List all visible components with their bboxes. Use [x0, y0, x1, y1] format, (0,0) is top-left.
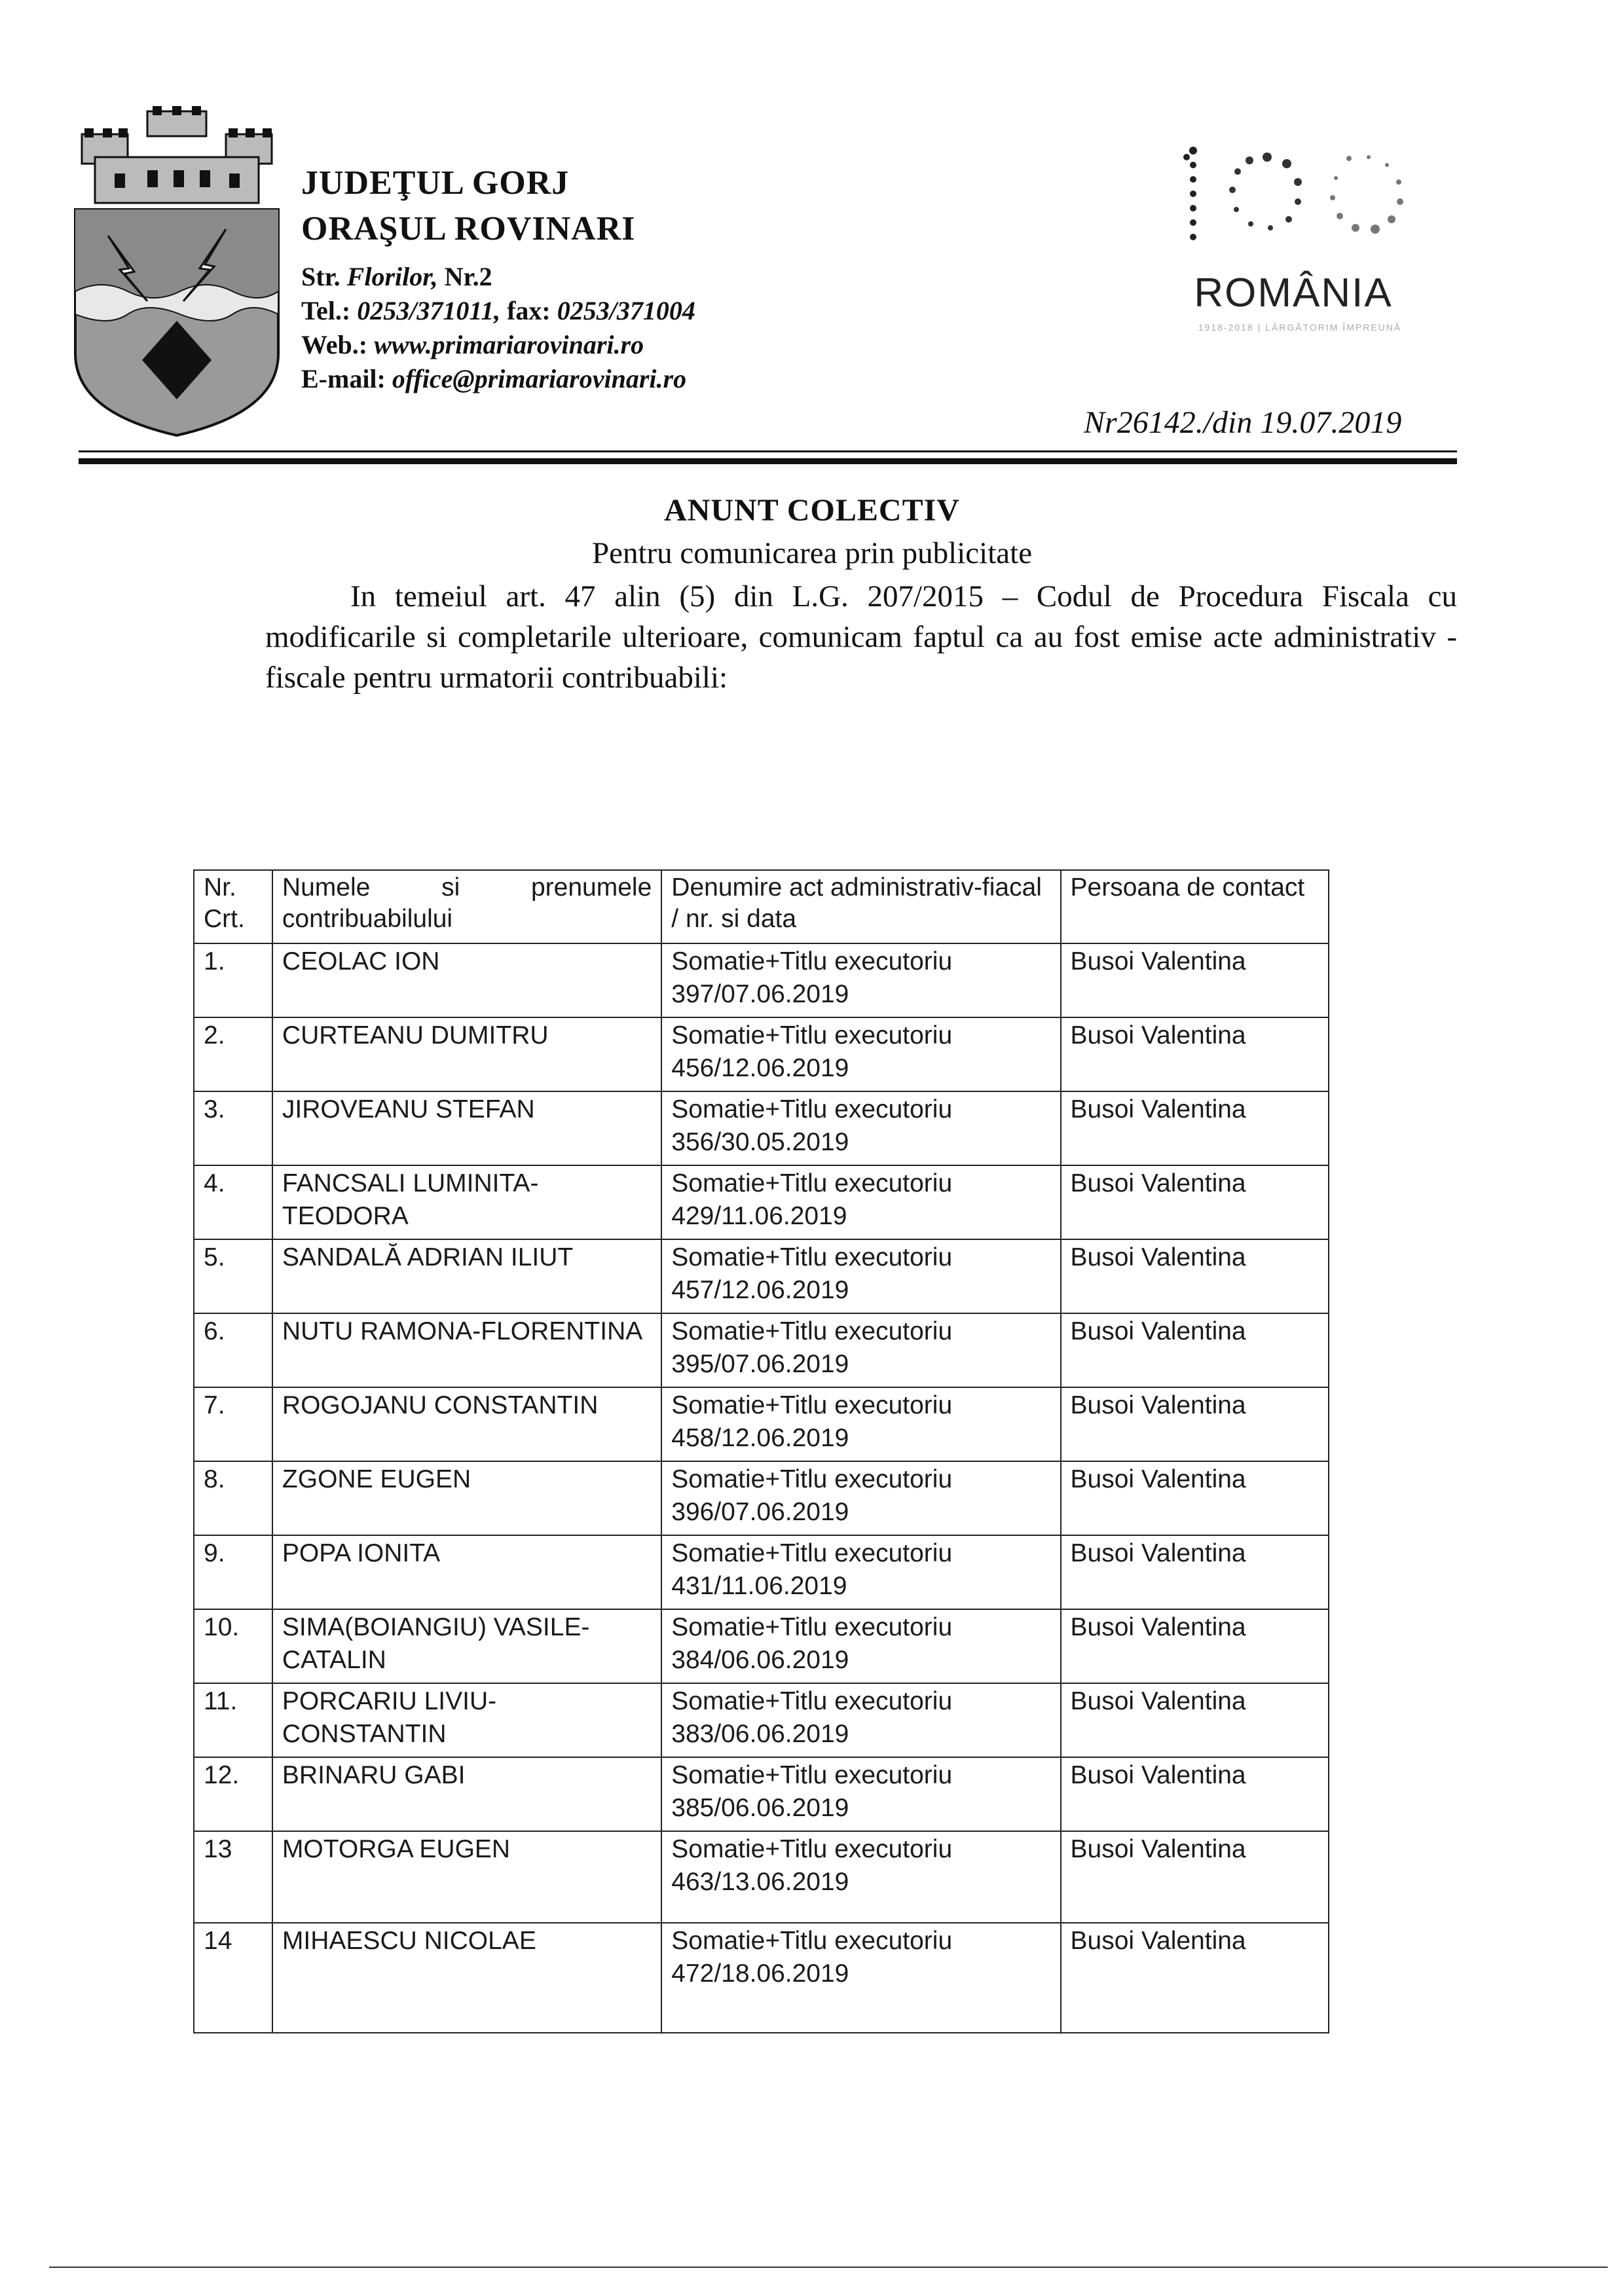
table-row: [194, 1165, 1329, 1239]
header-nr: Nr. Crt.: [194, 870, 272, 943]
table-row: [194, 1091, 1329, 1165]
address-line: Str. Florilor, Nr.2: [301, 262, 492, 291]
cell-contact: Busoi Valentina: [1061, 1831, 1329, 1923]
cell-nr: 5.: [194, 1239, 272, 1313]
cell-name: FANCSALI LUMINITA-TEODORA: [272, 1165, 661, 1239]
cell-nr: 10.: [194, 1609, 272, 1683]
cell-nr: 13: [194, 1831, 272, 1923]
phone-line: Tel.: 0253/371011, fax: 0253/371004: [301, 296, 695, 325]
cell-contact: Busoi Valentina: [1061, 943, 1329, 1017]
website-link[interactable]: www.primariarovinari.ro: [374, 330, 644, 359]
footer-divider: [49, 2267, 1608, 2268]
cell-act: Somatie+Titlu executoriu 356/30.05.2019: [661, 1091, 1060, 1165]
table-row: [194, 943, 1329, 1017]
cell-nr: 7.: [194, 1387, 272, 1461]
centenary-subtitle: 1918-2018 | LĂRGĂTORIM ÎMPREUNĂ: [1198, 322, 1402, 333]
cell-nr: 9.: [194, 1535, 272, 1609]
cell-nr: 1.: [194, 943, 272, 1017]
body-paragraph: In temeiul art. 47 alin (5) din L.G. 207/2015 – Codul de Procedura Fiscala cu modificarile si completarile ulterioare, comunicam faptul ca au fost emise acte administrativ - fiscale pentru urmatorii contribuabili:: [265, 579, 1457, 695]
table-row: [194, 1535, 1329, 1609]
cell-contact: Busoi Valentina: [1061, 1923, 1329, 2033]
cell-contact: Busoi Valentina: [1061, 1757, 1329, 1831]
table-row: [194, 1239, 1329, 1313]
cell-name: CURTEANU DUMITRU: [272, 1017, 661, 1091]
cell-contact: Busoi Valentina: [1061, 1313, 1329, 1387]
cell-act: Somatie+Titlu executoriu 458/12.06.2019: [661, 1387, 1060, 1461]
taxpayers-table: [193, 869, 1329, 2033]
table-row: [194, 1461, 1329, 1535]
cell-nr: 6.: [194, 1313, 272, 1387]
announcement-body: [265, 576, 1457, 698]
web-line: Web.: www.primariarovinari.ro: [301, 330, 644, 359]
header-name: Numele si prenumele contribuabilului: [272, 870, 661, 943]
cell-name: SANDALĂ ADRIAN ILIUT: [272, 1239, 661, 1313]
cell-name: MOTORGA EUGEN: [272, 1831, 661, 1923]
cell-name: ZGONE EUGEN: [272, 1461, 661, 1535]
cell-act: Somatie+Titlu executoriu 385/06.06.2019: [661, 1757, 1060, 1831]
cell-act: Somatie+Titlu executoriu 395/07.06.2019: [661, 1313, 1060, 1387]
table-row: [194, 1017, 1329, 1091]
romania-centenary-logo: [1153, 124, 1434, 340]
email-line: E-mail: office@primariarovinari.ro: [301, 364, 687, 393]
cell-act: Somatie+Titlu executoriu 431/11.06.2019: [661, 1535, 1060, 1609]
cell-name: SIMA(BOIANGIU) VASILE-CATALIN: [272, 1609, 661, 1683]
cell-name: NUTU RAMONA-FLORENTINA: [272, 1313, 661, 1387]
cell-name: PORCARIU LIVIU-CONSTANTIN: [272, 1683, 661, 1757]
cell-act: Somatie+Titlu executoriu 456/12.06.2019: [661, 1017, 1060, 1091]
table-header-row: [194, 870, 1329, 943]
cell-contact: Busoi Valentina: [1061, 1609, 1329, 1683]
cell-nr: 2.: [194, 1017, 272, 1091]
cell-nr: 11.: [194, 1683, 272, 1757]
cell-act: Somatie+Titlu executoriu 472/18.06.2019: [661, 1923, 1060, 2033]
announcement-title: ANUNT COLECTIV: [664, 493, 960, 528]
header-divider-thick: [79, 458, 1457, 464]
cell-contact: Busoi Valentina: [1061, 1017, 1329, 1091]
header-divider-thin: [79, 450, 1457, 452]
cell-nr: 8.: [194, 1461, 272, 1535]
document-number: Nr26142./din 19.07.2019: [1084, 405, 1402, 440]
cell-contact: Busoi Valentina: [1061, 1535, 1329, 1609]
cell-nr: 3.: [194, 1091, 272, 1165]
header-act: Denumire act administrativ-fiacal / nr. si data: [661, 870, 1060, 943]
announcement-subtitle: Pentru comunicarea prin publicitate: [591, 536, 1033, 570]
cell-nr: 12.: [194, 1757, 272, 1831]
cell-contact: Busoi Valentina: [1061, 1461, 1329, 1535]
cell-name: JIROVEANU STEFAN: [272, 1091, 661, 1165]
cell-name: MIHAESCU NICOLAE: [272, 1923, 661, 2033]
cell-contact: Busoi Valentina: [1061, 1165, 1329, 1239]
table-row: [194, 1757, 1329, 1831]
cell-nr: 4.: [194, 1165, 272, 1239]
cell-act: Somatie+Titlu executoriu 429/11.06.2019: [661, 1165, 1060, 1239]
cell-name: POPA IONITA: [272, 1535, 661, 1609]
email-link[interactable]: office@primariarovinari.ro: [392, 364, 687, 393]
cell-act: Somatie+Titlu executoriu 463/13.06.2019: [661, 1831, 1060, 1923]
county-name: JUDEŢUL GORJ: [301, 164, 570, 202]
cell-act: Somatie+Titlu executoriu 384/06.06.2019: [661, 1609, 1060, 1683]
table-row: [194, 1683, 1329, 1757]
cell-name: ROGOJANU CONSTANTIN: [272, 1387, 661, 1461]
centenary-word: ROMÂNIA: [1194, 270, 1393, 316]
header-contact: Persoana de contact: [1061, 870, 1329, 943]
table-row: [194, 1609, 1329, 1683]
cell-name: BRINARU GABI: [272, 1757, 661, 1831]
cell-contact: Busoi Valentina: [1061, 1387, 1329, 1461]
cell-act: Somatie+Titlu executoriu 397/07.06.2019: [661, 943, 1060, 1017]
cell-act: Somatie+Titlu executoriu 383/06.06.2019: [661, 1683, 1060, 1757]
cell-act: Somatie+Titlu executoriu 457/12.06.2019: [661, 1239, 1060, 1313]
table-row: [194, 1923, 1329, 2033]
cell-nr: 14: [194, 1923, 272, 2033]
cell-contact: Busoi Valentina: [1061, 1683, 1329, 1757]
cell-act: Somatie+Titlu executoriu 396/07.06.2019: [661, 1461, 1060, 1535]
rovinari-coat-of-arms-logo: [69, 105, 285, 439]
cell-contact: Busoi Valentina: [1061, 1091, 1329, 1165]
table-row: [194, 1387, 1329, 1461]
centenary-100-icon: [1153, 124, 1434, 268]
institution-header: [301, 160, 695, 396]
cell-name: CEOLAC ION: [272, 943, 661, 1017]
town-name: ORAŞUL ROVINARI: [301, 210, 636, 247]
cell-contact: Busoi Valentina: [1061, 1239, 1329, 1313]
table-row: [194, 1831, 1329, 1923]
table-row: [194, 1313, 1329, 1387]
